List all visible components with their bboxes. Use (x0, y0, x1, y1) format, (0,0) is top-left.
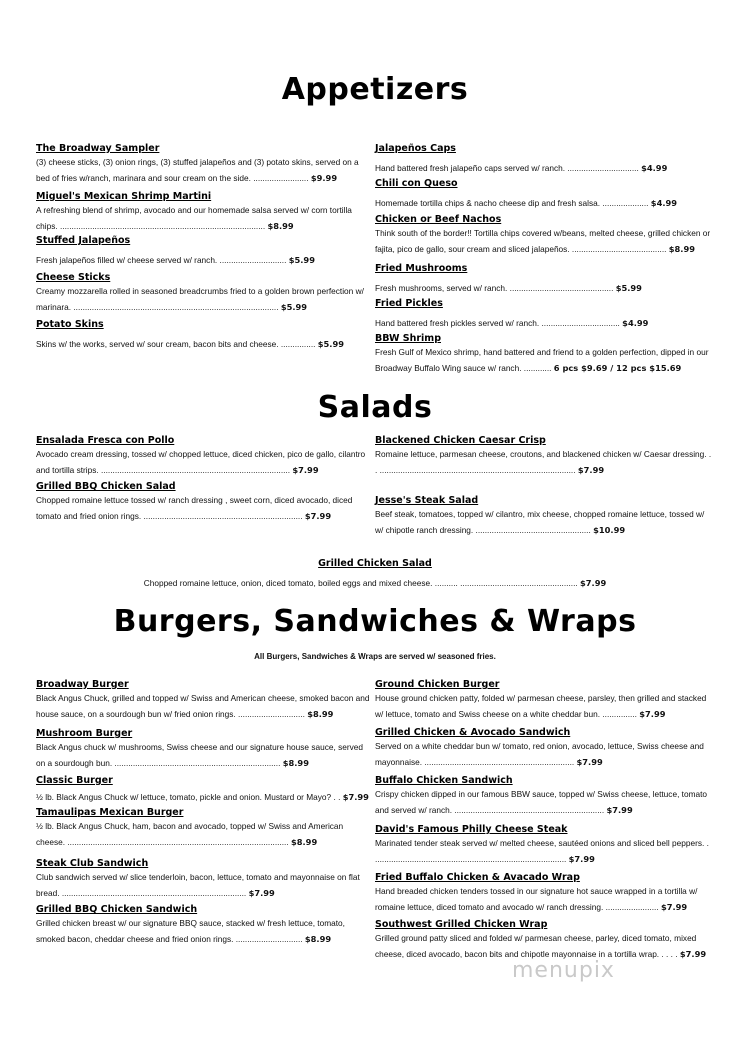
item-desc-text: Hand battered fresh pickles served w/ ranch. .................................. (375, 318, 620, 328)
item-desc-text: Hand breaded chicken tenders tossed in our signature hot sauce wrapped in a tortilla w/ romaine lettuce, diced tomato and avocado w/ ranch dressing. ....................... (375, 886, 698, 912)
item-description (36, 691, 371, 722)
item-price: $7.99 (580, 578, 607, 588)
item-desc-text: Grilled chicken breast w/ our signature BBQ sauce, stacked w/ fresh lettuce, tomato, smoked bacon, cheddar cheese and fried onion rings. ............................. (36, 918, 345, 944)
item-name: Jesse's Steak Salad (375, 495, 479, 506)
item-desc-text: Homemade tortilla chips & nacho cheese dip and fresh salsa. .................... (375, 198, 649, 208)
salads-title: Salads (317, 390, 433, 425)
menu-item (375, 678, 713, 726)
item-price: $8.99 (282, 757, 309, 768)
item-price: $4.99 (622, 318, 649, 328)
item-price: $8.99 (290, 836, 318, 847)
item-desc-text: Avocado cream dressing, tossed w/ chopped lettuce, diced chicken, pico de gallo, cilantro and tortilla strips. .................................................................................. (36, 449, 366, 475)
menu-item (36, 318, 371, 353)
item-name: Miguel's Mexican Shrimp Martini (36, 191, 212, 202)
item-price: $7.99 (606, 804, 633, 815)
item-desc-text: Chopped romaine lettuce, onion, diced tomato, boiled eggs and mixed cheese. .......... ................................................... (143, 578, 578, 588)
menu-item (36, 480, 371, 524)
item-price: $7.99 (639, 708, 666, 719)
item-desc-text: Fresh jalapeños filled w/ cheese served w/ ranch. ............................. (36, 255, 287, 265)
burgers-right-column (375, 678, 713, 962)
salads-left-column (36, 434, 371, 524)
item-name: Grilled Chicken & Avocado Sandwich (375, 727, 571, 738)
item-name: Ground Chicken Burger (375, 679, 500, 690)
menu-item (375, 726, 713, 774)
item-desc-text: Chopped romaine lettuce tossed w/ ranch dressing , sweet corn, diced avocado, diced tomato and fried onion rings. ..................................................................... (36, 495, 353, 521)
menu-item (375, 823, 713, 871)
menu-item (36, 678, 371, 727)
item-price: $5.99 (317, 339, 345, 349)
item-name: Jalapeños Caps (375, 143, 456, 154)
menu-item (375, 918, 713, 962)
item-desc-text: Beef steak, tomatoes, topped w/ cilantro, mix cheese, chopped romaine lettuce, tossed w/ w/ chipotle ranch dressing. .................................................. (375, 509, 705, 535)
item-name: Steak Club Sandwich (36, 858, 149, 869)
burgers-note: All Burgers, Sandwiches & Wraps are served w/ seasoned fries. (254, 652, 496, 661)
item-desc-text: (3) cheese sticks, (3) onion rings, (3) stuffed jalapeños and (3) potato skins, served on a bed of fries w/ranch, marinara and sour cream on the side. ........................ (36, 157, 359, 183)
item-desc-text: Club sandwich served w/ slice tenderloin, bacon, lettuce, tomato and mayonnaise on flat bread. ................................................................................ (36, 872, 360, 898)
item-name: Chicken or Beef Nachos (375, 214, 502, 225)
item-name: Ensalada Fresca con Pollo (36, 435, 175, 446)
item-price: $5.99 (280, 301, 308, 312)
menu-item (375, 177, 713, 213)
item-price: $7.99 (292, 464, 319, 475)
item-description (375, 310, 713, 332)
menu-item (36, 234, 371, 271)
item-name: BBW Shrimp (375, 333, 441, 344)
appetizers-left-column (36, 142, 371, 353)
item-desc-text: ½ lb. Black Angus Chuck, ham, bacon and avocado, topped w/ Swiss and American cheese. ................................................................................................ (36, 821, 344, 847)
item-name: Blackened Chicken Caesar Crisp (375, 435, 546, 446)
menu-item (36, 806, 371, 857)
item-description (375, 275, 713, 297)
item-desc-text: Fresh Gulf of Mexico shrimp, hand battered and friend to a golden perfection, dipped in our Broadway Buffalo Wing sauce w/ ranch. ............ (375, 347, 709, 373)
watermark-logo: menupix (512, 958, 615, 983)
menu-item (36, 271, 371, 318)
item-price: $7.99 (342, 792, 369, 802)
item-price: $4.99 (641, 163, 668, 173)
menu-item (36, 727, 371, 774)
item-description (375, 226, 713, 257)
item-name: Buffalo Chicken Sandwich (375, 775, 513, 786)
item-price: $8.99 (307, 708, 334, 719)
item-description (36, 740, 371, 771)
item-description (36, 331, 371, 353)
menu-item (375, 434, 713, 494)
item-description (36, 493, 371, 524)
item-price: $7.99 (576, 756, 603, 767)
item-desc-text: Fresh mushrooms, served w/ ranch. ............................................. (375, 283, 614, 293)
item-name: Fried Mushrooms (375, 263, 468, 274)
item-desc-text: House ground chicken patty, folded w/ parmesan cheese, parsley, then grilled and stacked w/ lettuce, tomato and Swiss cheese on a white cheddar bun. ............... (375, 693, 707, 719)
item-description (36, 787, 371, 806)
item-desc-text: Black Angus Chuck, grilled and topped w/ Swiss and American cheese, smoked bacon and house sauce, on a sourdough bun w/ fried onion rings. ............................. (36, 693, 370, 719)
item-description (375, 345, 713, 376)
item-desc-text: Romaine lettuce, parmesan cheese, croutons, and blackened chicken w/ Caesar dressing. . . ..................................................................................... (375, 449, 712, 475)
item-name: David's Famous Philly Cheese Steak (375, 824, 568, 835)
menu-item (375, 774, 713, 823)
menu-item (375, 142, 713, 177)
item-name: Grilled BBQ Chicken Salad (36, 481, 176, 492)
item-description (375, 155, 713, 177)
item-name: Fried Pickles (375, 298, 443, 309)
item-name: Chili con Queso (375, 178, 458, 189)
item-name: Fried Buffalo Chicken & Avacado Wrap (375, 872, 580, 883)
item-name: Stuffed Jalapeños (36, 235, 131, 246)
menu-item (375, 262, 713, 297)
item-description (36, 447, 371, 478)
burgers-title: Burgers, Sandwiches & Wraps (113, 604, 637, 639)
item-desc-text: Marinated tender steak served w/ melted cheese, sautéed onions and sliced bell peppers. . ................................................................................... (375, 838, 709, 864)
item-description (375, 787, 713, 818)
menu-item (36, 857, 371, 903)
item-description (375, 507, 713, 538)
item-desc-text: Skins w/ the works, served w/ sour cream, bacon bits and cheese. ............... (36, 339, 316, 349)
item-name: Broadway Burger (36, 679, 129, 690)
item-name: Mushroom Burger (36, 728, 133, 739)
item-price: 6 pcs $9.69 / 12 pcs $15.69 (553, 362, 682, 373)
item-name: Potato Skins (36, 319, 104, 330)
item-name: Grilled Chicken Salad (318, 558, 432, 569)
item-price: $8.99 (304, 933, 332, 944)
item-description (36, 247, 371, 269)
item-desc-text: ½ lb. Black Angus Chuck w/ lettuce, tomato, pickle and onion. Mustard or Mayo? . . (36, 792, 341, 802)
item-price: $7.99 (304, 510, 332, 521)
item-price: $7.99 (568, 853, 595, 864)
item-price: $5.99 (288, 255, 315, 265)
menu-item (375, 332, 713, 376)
item-name: The Broadway Sampler (36, 143, 160, 154)
item-description (36, 284, 371, 315)
item-description (375, 836, 713, 867)
item-description (375, 739, 713, 770)
menu-item (375, 213, 713, 262)
menu-item (375, 871, 713, 918)
item-desc-text: Hand battered fresh jalapeño caps served w/ ranch. ............................... (375, 163, 639, 173)
menu-item (375, 297, 713, 332)
item-desc-text: Think south of the border!! Tortilla chips covered w/beans, melted cheese, grilled chicken or fajita, pico de gallo, sour cream and sliced jalapeños. ......................................... (375, 228, 711, 254)
item-name: Tamaulipas Mexican Burger (36, 807, 184, 818)
item-desc-text: Creamy mozzarella rolled in seasoned breadcrumbs fried to a golden brown perfection w/ marinara. ......................................................................................... (36, 286, 364, 312)
menu-item (36, 903, 371, 947)
menu-item-centered (36, 557, 714, 592)
item-desc-text: Black Angus chuck w/ mushrooms, Swiss cheese and our signature house sauce, served on a sourdough bun. ........................................................................ (36, 742, 363, 768)
item-desc-text: Crispy chicken dipped in our famous BBW sauce, topped w/ Swiss cheese, lettuce, tomato and served w/ ranch. ................................................................. (375, 789, 708, 815)
menu-item (36, 190, 371, 234)
item-name: Grilled BBQ Chicken Sandwich (36, 904, 198, 915)
item-price: $5.99 (615, 283, 642, 293)
item-price: $9.99 (310, 172, 338, 183)
item-name: Classic Burger (36, 775, 113, 786)
menu-item (36, 434, 371, 480)
item-desc-text: A refreshing blend of shrimp, avocado and our homemade salsa served w/ corn tortilla chips. ......................................................................................... (36, 205, 352, 231)
item-description (36, 203, 371, 234)
item-price: $7.99 (679, 948, 707, 959)
item-description (36, 570, 714, 592)
item-price: $7.99 (248, 887, 275, 898)
menu-item (36, 142, 371, 190)
burgers-left-column (36, 678, 371, 947)
salads-right-column (375, 434, 713, 538)
item-desc-text: Grilled ground patty sliced and folded w/ parmesan cheese, parley, diced tomato, mixed cheese, diced avocado, bacon bits and chipotle mayonnaise in a tortilla wrap. . . . . (375, 933, 697, 959)
item-price: $4.99 (650, 198, 678, 208)
menu-item (36, 774, 371, 806)
item-description (36, 819, 371, 850)
item-price: $8.99 (267, 220, 294, 231)
item-description (375, 691, 713, 722)
item-name: Southwest Grilled Chicken Wrap (375, 919, 548, 930)
item-price: $7.99 (577, 464, 605, 475)
item-desc-text: Served on a white cheddar bun w/ tomato, red onion, avocado, lettuce, Swiss cheese and mayonnaise. ................................................................. (375, 741, 704, 767)
item-description (375, 190, 713, 212)
item-description (36, 916, 371, 947)
item-description (375, 447, 713, 478)
item-price: $8.99 (668, 243, 696, 254)
item-description (36, 870, 371, 901)
item-description (36, 155, 371, 186)
item-price: $7.99 (660, 901, 688, 912)
appetizers-title: Appetizers (281, 72, 469, 107)
menu-item (375, 494, 713, 538)
item-name: Cheese Sticks (36, 272, 111, 283)
appetizers-right-column (375, 142, 713, 376)
item-price: $10.99 (593, 524, 626, 535)
item-description (375, 884, 713, 915)
